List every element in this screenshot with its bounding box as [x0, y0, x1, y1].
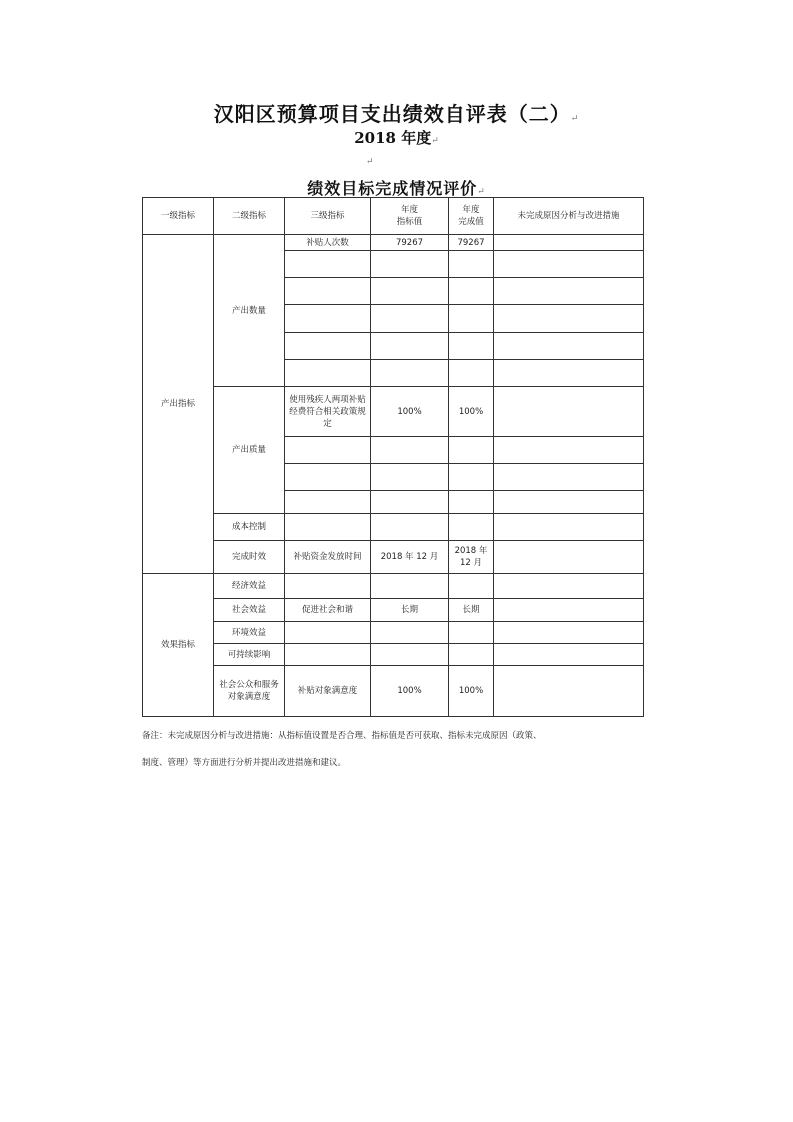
reason-cell [494, 360, 644, 387]
reason-cell [494, 387, 644, 437]
table-row [143, 574, 644, 599]
subgroup-economic: 经济效益 [214, 574, 285, 599]
actual-cell [449, 574, 494, 599]
actual-cell [449, 514, 494, 541]
paragraph-mark: ↵ [570, 114, 580, 124]
table-row [143, 387, 644, 437]
reason-cell [494, 514, 644, 541]
indicator-cell [285, 644, 371, 666]
actual-cell: 100% [449, 387, 494, 437]
target-cell [371, 333, 449, 360]
table-header-row [143, 198, 644, 235]
subgroup-timeliness: 完成时效 [214, 541, 285, 574]
actual-cell: 79267 [449, 235, 494, 251]
target-cell: 2018 年 12 月 [371, 541, 449, 574]
target-cell [371, 574, 449, 599]
indicator-cell [285, 305, 371, 333]
target-cell [371, 514, 449, 541]
target-cell [371, 360, 449, 387]
reason-cell [494, 305, 644, 333]
indicator-cell: 补贴对象满意度 [285, 666, 371, 717]
table-row [143, 666, 644, 717]
reason-cell [494, 251, 644, 278]
indicator-cell: 使用残疾人两项补贴经费符合相关政策规定 [285, 387, 371, 437]
actual-cell: 2018 年 12 月 [449, 541, 494, 574]
header-level2: 二级指标 [214, 198, 285, 235]
indicator-cell [285, 437, 371, 464]
actual-cell [449, 360, 494, 387]
paragraph-mark: ↵ [366, 157, 374, 167]
indicator-cell [285, 574, 371, 599]
table-row [143, 541, 644, 574]
subgroup-social: 社会效益 [214, 599, 285, 622]
header-annual-actual: 年度 完成值 [449, 198, 494, 235]
indicator-cell: 补贴人次数 [285, 235, 371, 251]
target-cell: 100% [371, 387, 449, 437]
actual-cell [449, 278, 494, 305]
indicator-cell [285, 251, 371, 278]
reason-cell [494, 491, 644, 514]
target-cell: 100% [371, 666, 449, 717]
reason-cell [494, 622, 644, 644]
reason-cell [494, 644, 644, 666]
table-row [143, 644, 644, 666]
header-level3: 三级指标 [285, 198, 371, 235]
target-cell [371, 437, 449, 464]
subgroup-cost: 成本控制 [214, 514, 285, 541]
subgroup-quantity: 产出数量 [214, 235, 285, 387]
actual-cell [449, 491, 494, 514]
target-cell [371, 464, 449, 491]
header-reason: 未完成原因分析与改进措施 [494, 198, 644, 235]
target-cell [371, 622, 449, 644]
actual-cell [449, 333, 494, 360]
table-row [143, 514, 644, 541]
target-cell [371, 491, 449, 514]
reason-cell [494, 278, 644, 305]
document-year: 2018 年度↵ [354, 129, 439, 147]
reason-cell [494, 235, 644, 251]
actual-cell: 100% [449, 666, 494, 717]
reason-cell [494, 333, 644, 360]
reason-cell [494, 599, 644, 622]
footnote-line-2: 制度、管理）等方面进行分析并提出改进措施和建议。 [142, 758, 347, 768]
paragraph-mark: ↵ [477, 187, 486, 197]
actual-cell [449, 464, 494, 491]
actual-cell [449, 437, 494, 464]
indicator-cell [285, 278, 371, 305]
section-title: 绩效目标完成情况评价↵ [307, 179, 486, 198]
target-cell [371, 644, 449, 666]
reason-cell [494, 437, 644, 464]
header-annual-target: 年度 指标值 [371, 198, 449, 235]
subgroup-quality: 产出质量 [214, 387, 285, 514]
reason-cell [494, 464, 644, 491]
indicator-cell [285, 514, 371, 541]
subgroup-sustainable: 可持续影响 [214, 644, 285, 666]
paragraph-mark: ↵ [431, 136, 439, 146]
indicator-cell: 补贴资金发放时间 [285, 541, 371, 574]
actual-cell [449, 305, 494, 333]
document-title: 汉阳区预算项目支出绩效自评表（二）↵ [213, 102, 580, 126]
target-cell [371, 251, 449, 278]
indicator-cell [285, 360, 371, 387]
group-effect: 效果指标 [143, 574, 214, 717]
target-cell [371, 305, 449, 333]
actual-cell: 长期 [449, 599, 494, 622]
indicator-cell: 促进社会和谐 [285, 599, 371, 622]
evaluation-table [142, 197, 644, 717]
header-level1: 一级指标 [143, 198, 214, 235]
actual-cell [449, 251, 494, 278]
reason-cell [494, 666, 644, 717]
group-output: 产出指标 [143, 235, 214, 574]
table-row [143, 599, 644, 622]
subgroup-satisfaction: 社会公众和服务对象满意度 [214, 666, 285, 717]
reason-cell [494, 574, 644, 599]
target-cell [371, 278, 449, 305]
indicator-cell [285, 333, 371, 360]
target-cell: 79267 [371, 235, 449, 251]
indicator-cell [285, 464, 371, 491]
target-cell: 长期 [371, 599, 449, 622]
footnote-line-1: 备注：未完成原因分析与改进措施：从指标值设置是否合理、指标值是否可获取、指标未完成原因（政策、 [142, 731, 542, 741]
table-row [143, 622, 644, 644]
indicator-cell [285, 622, 371, 644]
actual-cell [449, 622, 494, 644]
actual-cell [449, 644, 494, 666]
indicator-cell [285, 491, 371, 514]
subgroup-environmental: 环境效益 [214, 622, 285, 644]
reason-cell [494, 541, 644, 574]
table-row [143, 235, 644, 251]
